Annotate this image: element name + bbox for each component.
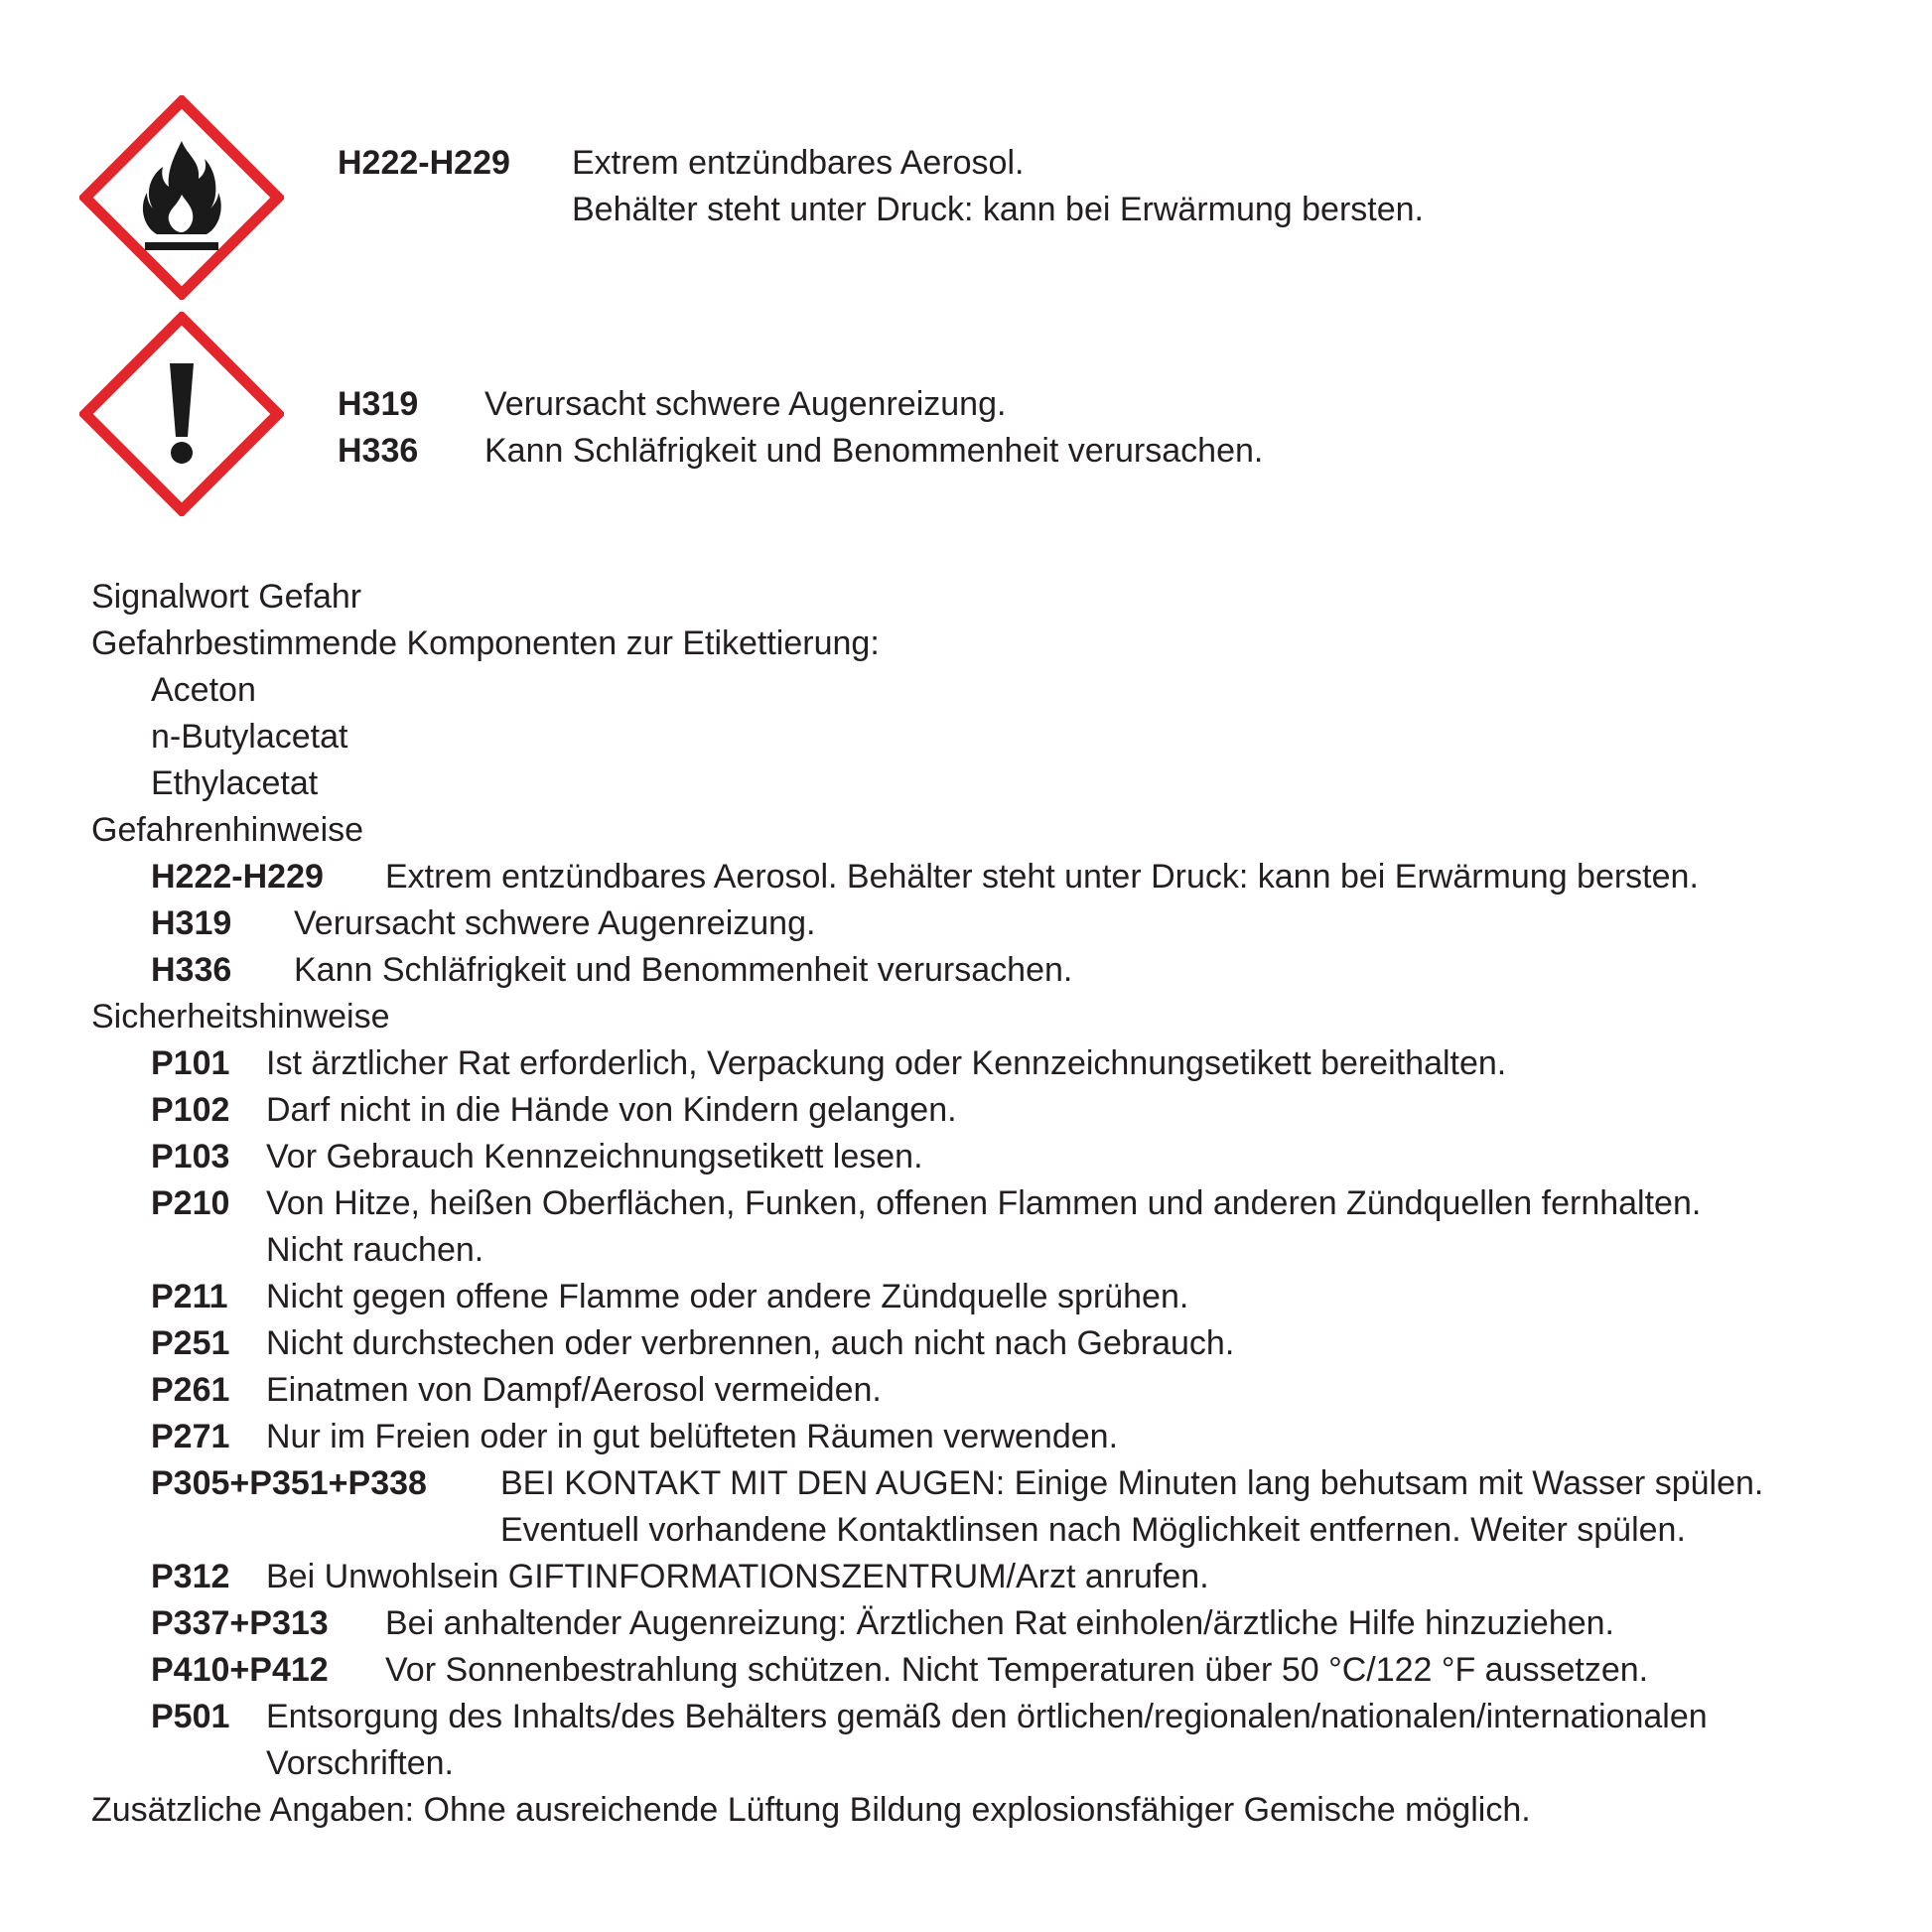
exclamation-icon xyxy=(79,312,284,516)
precaution-text: BEI KONTAKT MIT DEN AUGEN: Einige Minuten lang behutsam mit Wasser spülen. xyxy=(500,1464,1764,1502)
precaution-text: Nicht rauchen. xyxy=(266,1231,484,1269)
flame-pictogram xyxy=(79,95,284,300)
precaution-text: Ist ärztlicher Rat erforderlich, Verpackung oder Kennzeichnungsetikett bereithalten. xyxy=(266,1044,1507,1082)
precaution-code: P271 xyxy=(151,1418,230,1455)
precaution-statement xyxy=(91,1320,1898,1367)
precaution-statement xyxy=(91,1647,1898,1694)
precaution-code: P103 xyxy=(151,1138,230,1175)
precaution-text: Entsorgung des Inhalts/des Behälters gemäß den örtlichen/regionalen/nationalen/internationalen xyxy=(266,1698,1708,1735)
precaution-code: P210 xyxy=(151,1184,230,1222)
precaution-statement xyxy=(91,1367,1898,1414)
hazard-code: H319 xyxy=(338,385,419,423)
precaution-text: Nur im Freien oder in gut belüfteten Räumen verwenden. xyxy=(266,1418,1119,1455)
precaution-code: P501 xyxy=(151,1698,230,1735)
precaution-statement xyxy=(91,1087,1898,1134)
component-item: Aceton xyxy=(151,671,256,709)
precaution-text: Nicht gegen offene Flamme oder andere Zündquelle sprühen. xyxy=(266,1278,1189,1315)
precaution-statement xyxy=(91,1040,1898,1087)
precaution-text: Nicht durchstechen oder verbrennen, auch nicht nach Gebrauch. xyxy=(266,1324,1235,1362)
precaution-text: Vorschriften. xyxy=(266,1744,454,1782)
precaution-code: P102 xyxy=(151,1091,230,1129)
hazard-text: Kann Schläfrigkeit und Benommenheit verursachen. xyxy=(294,951,1073,989)
exclamation-pictogram xyxy=(79,312,284,516)
precaution-code: P261 xyxy=(151,1371,230,1409)
precaution-text: Darf nicht in die Hände von Kindern gelangen. xyxy=(266,1091,957,1129)
component-item: n-Butylacetat xyxy=(151,718,348,756)
flame-icon xyxy=(79,95,284,300)
components-heading: Gefahrbestimmende Komponenten zur Etikettierung: xyxy=(91,624,880,662)
precaution-statement xyxy=(91,1554,1898,1600)
additional-info: Zusätzliche Angaben: Ohne ausreichende Lüftung Bildung explosionsfähiger Gemische möglich. xyxy=(91,1791,1531,1829)
precaution-code: P305+P351+P338 xyxy=(151,1464,427,1502)
precaution-statement xyxy=(91,1694,1898,1787)
precaution-code: P337+P313 xyxy=(151,1604,329,1642)
hazard-text: Kann Schläfrigkeit und Benommenheit verursachen. xyxy=(484,432,1264,470)
precaution-text: Bei anhaltender Augenreizung: Ärztlichen Rat einholen/ärztliche Hilfe hinzuziehen. xyxy=(385,1604,1614,1642)
precaution-text: Von Hitze, heißen Oberflächen, Funken, offenen Flammen und anderen Zündquellen fernhalten. xyxy=(266,1184,1702,1222)
signal-word: Signalwort Gefahr xyxy=(91,578,362,616)
hazard-text: Verursacht schwere Augenreizung. xyxy=(294,904,816,942)
hazard-heading: Gefahrenhinweise xyxy=(91,811,364,849)
precaution-text: Bei Unwohlsein GIFTINFORMATIONSZENTRUM/Arzt anrufen. xyxy=(266,1558,1209,1595)
hazard-code: H336 xyxy=(338,432,419,470)
precaution-code: P312 xyxy=(151,1558,230,1595)
hazard-code: H222-H229 xyxy=(151,858,324,896)
precaution-statement xyxy=(91,1134,1898,1180)
hazard-statement xyxy=(91,854,1898,900)
precaution-text: Vor Gebrauch Kennzeichnungsetikett lesen. xyxy=(266,1138,923,1175)
hazard-statement xyxy=(91,947,1898,994)
precaution-text: Eventuell vorhandene Kontaktlinsen nach Möglichkeit entfernen. Weiter spülen. xyxy=(500,1511,1686,1549)
precaution-code: P101 xyxy=(151,1044,230,1082)
hazard-code: H319 xyxy=(151,904,232,942)
hazard-text: Verursacht schwere Augenreizung. xyxy=(484,385,1007,423)
precaution-statement xyxy=(91,1274,1898,1320)
hazard-code: H222-H229 xyxy=(338,144,510,182)
hazard-text: Extrem entzündbares Aerosol. xyxy=(572,144,1025,182)
precaution-code: P251 xyxy=(151,1324,230,1362)
precaution-statement xyxy=(91,1460,1898,1554)
precaution-heading: Sicherheitshinweise xyxy=(91,998,390,1035)
precaution-statement xyxy=(91,1180,1898,1274)
precaution-code: P211 xyxy=(151,1278,228,1315)
hazard-code: H336 xyxy=(151,951,232,989)
precaution-statement xyxy=(91,1414,1898,1460)
precaution-code: P410+P412 xyxy=(151,1651,329,1689)
precaution-text: Einatmen von Dampf/Aerosol vermeiden. xyxy=(266,1371,882,1409)
hazard-text: Extrem entzündbares Aerosol. Behälter steht unter Druck: kann bei Erwärmung bersten. xyxy=(385,858,1699,896)
precaution-statement xyxy=(91,1600,1898,1647)
label-body xyxy=(91,574,1898,1834)
component-item: Ethylacetat xyxy=(151,764,319,802)
hazard-statement xyxy=(91,900,1898,947)
precaution-text: Vor Sonnenbestrahlung schützen. Nicht Temperaturen über 50 °C/122 °F aussetzen. xyxy=(385,1651,1649,1689)
hazard-text: Behälter steht unter Druck: kann bei Erwärmung bersten. xyxy=(572,191,1424,228)
